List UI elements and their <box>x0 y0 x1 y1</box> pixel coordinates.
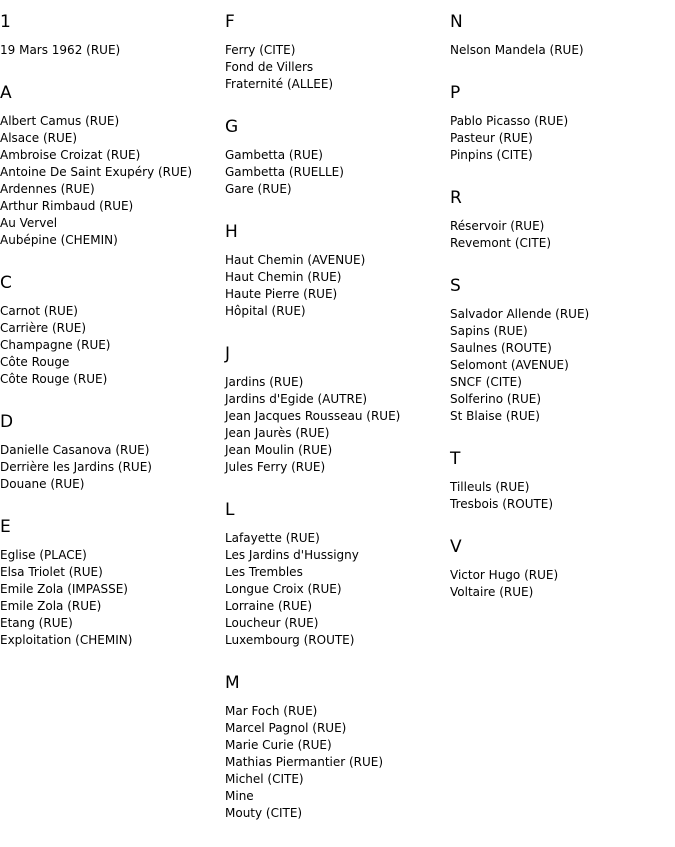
street-name: Au Vervel <box>0 216 58 230</box>
letter-section <box>450 437 675 525</box>
street-name: Marcel Pagnol (RUE) <box>225 721 347 735</box>
street-list <box>450 42 675 59</box>
section-spacer <box>450 425 675 437</box>
section-letter-heading: H <box>225 222 238 242</box>
street-name: Jean Jacques Rousseau (RUE) <box>225 409 401 423</box>
street-name: Saulnes (ROUTE) <box>450 341 552 355</box>
street-name: Fond de Villers <box>225 60 314 74</box>
section-spacer <box>225 822 450 834</box>
section-spacer <box>225 93 450 105</box>
section-letter-heading: G <box>225 117 239 137</box>
street-name: Gambetta (RUELLE) <box>225 165 344 179</box>
section-letter-heading: A <box>0 83 12 103</box>
street-list <box>450 479 675 513</box>
section-letter-heading: S <box>450 276 461 296</box>
section-spacer <box>225 320 450 332</box>
letter-section <box>0 261 225 400</box>
street-list <box>225 42 450 93</box>
street-name: Côte Rouge <box>0 355 70 369</box>
section-spacer <box>450 59 675 71</box>
street-name: Derrière les Jardins (RUE) <box>0 460 152 474</box>
street-name: Revemont (CITE) <box>450 236 552 250</box>
street-name: Haute Pierre (RUE) <box>225 287 338 301</box>
street-name: Albert Camus (RUE) <box>0 114 120 128</box>
section-letter-heading: 1 <box>0 12 11 32</box>
street-list <box>0 113 225 249</box>
section-spacer <box>225 198 450 210</box>
section-letter-heading: C <box>0 273 12 293</box>
letter-section <box>225 0 450 105</box>
section-letter-heading: P <box>450 83 461 103</box>
section-letter-heading: L <box>225 500 235 520</box>
street-name: Emile Zola (RUE) <box>0 599 102 613</box>
section-spacer <box>225 476 450 488</box>
street-name: Ardennes (RUE) <box>0 182 95 196</box>
street-name: Michel (CITE) <box>225 772 304 786</box>
section-letter-heading: V <box>450 537 462 557</box>
street-name: Victor Hugo (RUE) <box>450 568 559 582</box>
street-name: Gare (RUE) <box>225 182 292 196</box>
section-letter-heading: J <box>225 344 231 364</box>
letter-section <box>450 176 675 264</box>
street-name: Les Trembles <box>225 565 303 579</box>
street-name: Tresbois (ROUTE) <box>450 497 554 511</box>
street-name: Jardins (RUE) <box>225 375 304 389</box>
street-name: Ferry (CITE) <box>225 43 296 57</box>
street-name: Tilleuls (RUE) <box>450 480 530 494</box>
section-spacer <box>450 601 675 613</box>
street-list <box>0 547 225 649</box>
street-name: Voltaire (RUE) <box>450 585 534 599</box>
letter-section <box>225 488 450 661</box>
index-column <box>0 0 225 847</box>
letter-section <box>450 71 675 176</box>
street-name: Réservoir (RUE) <box>450 219 545 233</box>
street-name: Elsa Triolet (RUE) <box>0 565 103 579</box>
street-name: Selomont (AVENUE) <box>450 358 569 372</box>
street-name: Les Jardins d'Hussigny <box>225 548 359 562</box>
street-list <box>225 530 450 649</box>
section-spacer <box>0 493 225 505</box>
section-letter-heading: E <box>0 517 11 537</box>
street-list <box>225 147 450 198</box>
street-list <box>0 303 225 388</box>
street-name: Nelson Mandela (RUE) <box>450 43 584 57</box>
street-list <box>450 567 675 601</box>
street-name: Mathias Piermantier (RUE) <box>225 755 384 769</box>
street-name: Jean Jaurès (RUE) <box>225 426 330 440</box>
street-name: Mine <box>225 789 254 803</box>
street-name: Danielle Casanova (RUE) <box>0 443 150 457</box>
street-name: SNCF (CITE) <box>450 375 522 389</box>
street-name: Marie Curie (RUE) <box>225 738 332 752</box>
section-spacer <box>0 388 225 400</box>
street-name: Pinpins (CITE) <box>450 148 533 162</box>
street-list <box>225 703 450 822</box>
street-name: Ambroise Croizat (RUE) <box>0 148 141 162</box>
street-list <box>450 113 675 164</box>
street-name: Carrière (RUE) <box>0 321 87 335</box>
street-name: Gambetta (RUE) <box>225 148 323 162</box>
street-name: Jardins d'Egide (AUTRE) <box>225 392 368 406</box>
section-spacer <box>0 649 225 661</box>
street-list <box>450 218 675 252</box>
street-name: Jean Moulin (RUE) <box>225 443 333 457</box>
street-name: Carnot (RUE) <box>0 304 78 318</box>
letter-section <box>225 105 450 210</box>
street-name: Exploitation (CHEMIN) <box>0 633 133 647</box>
section-spacer <box>225 649 450 661</box>
street-name: Emile Zola (IMPASSE) <box>0 582 128 596</box>
street-name: Luxembourg (ROUTE) <box>225 633 355 647</box>
street-name: Haut Chemin (RUE) <box>225 270 342 284</box>
letter-section <box>450 0 675 71</box>
street-list <box>450 306 675 425</box>
letter-section <box>225 332 450 488</box>
street-name: Loucheur (RUE) <box>225 616 319 630</box>
street-list <box>0 442 225 493</box>
street-list <box>0 42 225 59</box>
section-spacer <box>450 513 675 525</box>
street-name: 19 Mars 1962 (RUE) <box>0 43 121 57</box>
letter-section <box>450 525 675 613</box>
letter-section <box>0 0 225 71</box>
section-letter-heading: F <box>225 12 235 32</box>
letter-section <box>0 505 225 661</box>
section-letter-heading: R <box>450 188 462 208</box>
section-letter-heading: D <box>0 412 14 432</box>
letter-section <box>225 210 450 332</box>
street-name: Arthur Rimbaud (RUE) <box>0 199 134 213</box>
section-spacer <box>450 164 675 176</box>
street-name: Sapins (RUE) <box>450 324 528 338</box>
street-name: Hôpital (RUE) <box>225 304 306 318</box>
street-name: Haut Chemin (AVENUE) <box>225 253 366 267</box>
street-list <box>225 374 450 476</box>
letter-section <box>450 264 675 437</box>
street-name: Douane (RUE) <box>0 477 85 491</box>
section-spacer <box>0 249 225 261</box>
street-name: Pablo Picasso (RUE) <box>450 114 569 128</box>
street-name: Eglise (PLACE) <box>0 548 87 562</box>
street-name: Etang (RUE) <box>0 616 73 630</box>
section-letter-heading: T <box>450 449 461 469</box>
street-name: Aubépine (CHEMIN) <box>0 233 118 247</box>
street-name: Lorraine (RUE) <box>225 599 313 613</box>
letter-section <box>225 661 450 834</box>
section-spacer <box>0 59 225 71</box>
street-name: Fraternité (ALLEE) <box>225 77 334 91</box>
street-name: Antoine De Saint Exupéry (RUE) <box>0 165 193 179</box>
street-name: Côte Rouge (RUE) <box>0 372 108 386</box>
street-name: Mar Foch (RUE) <box>225 704 318 718</box>
street-list <box>225 252 450 320</box>
street-name: Jules Ferry (RUE) <box>225 460 326 474</box>
street-name: Champagne (RUE) <box>0 338 111 352</box>
street-name: Lafayette (RUE) <box>225 531 320 545</box>
section-letter-heading: N <box>450 12 463 32</box>
street-name: Salvador Allende (RUE) <box>450 307 590 321</box>
street-name: Longue Croix (RUE) <box>225 582 342 596</box>
street-name: Pasteur (RUE) <box>450 131 533 145</box>
street-name: St Blaise (RUE) <box>450 409 540 423</box>
section-spacer <box>450 252 675 264</box>
index-column <box>450 0 675 847</box>
street-name: Mouty (CITE) <box>225 806 303 820</box>
street-name: Solferino (RUE) <box>450 392 541 406</box>
street-name: Alsace (RUE) <box>0 131 78 145</box>
section-letter-heading: M <box>225 673 240 693</box>
index-column <box>225 0 450 847</box>
letter-section <box>0 71 225 261</box>
letter-section <box>0 400 225 505</box>
